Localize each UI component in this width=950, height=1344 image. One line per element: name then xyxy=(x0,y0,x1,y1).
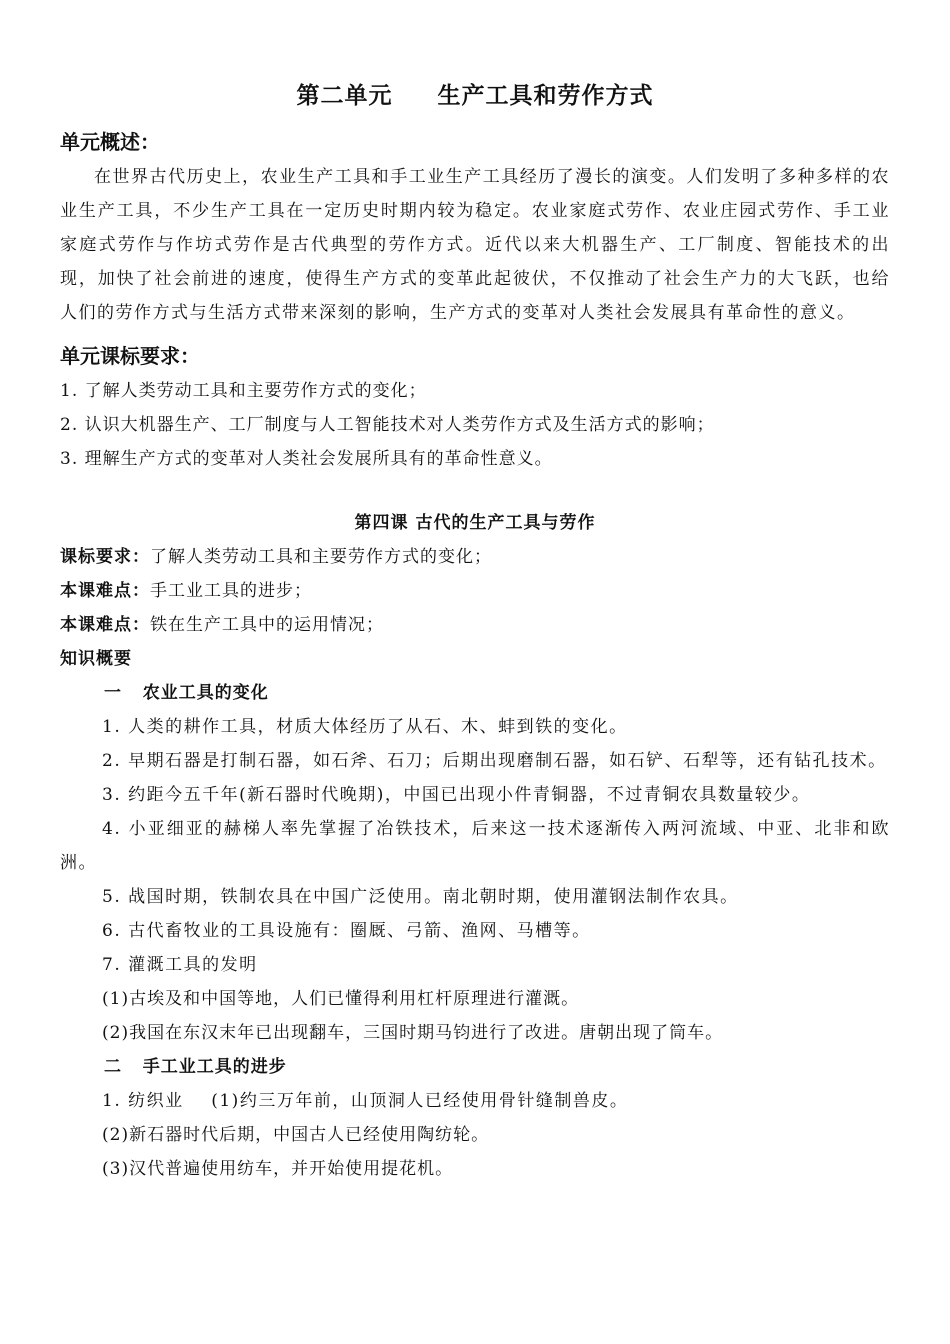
section-item: 6. 古代畜牧业的工具设施有：圈厩、弓箭、渔网、马槽等。 xyxy=(102,921,591,941)
section-subitem: (2)新石器时代后期，中国古人已经使用陶纺轮。 xyxy=(102,1125,490,1145)
standards-heading: 单元课标要求： xyxy=(60,344,200,368)
lesson-difficulty-value: 铁在生产工具中的运用情况； xyxy=(150,615,384,635)
unit-title: 第二单元 生产工具和劳作方式 xyxy=(296,83,654,109)
lesson-difficulty-key: 本课难点： xyxy=(60,581,150,601)
standards-item: 1. 了解人类劳动工具和主要劳作方式的变化； xyxy=(60,381,427,401)
knowledge-overview-label: 知识概要 xyxy=(60,649,132,669)
section-item: 1. 人类的耕作工具，材质大体经历了从石、木、蚌到铁的变化。 xyxy=(102,717,628,737)
spacer xyxy=(60,476,890,506)
section-item: 1. 纺织业 (1)约三万年前，山顶洞人已经使用骨针缝制兽皮。 xyxy=(102,1091,629,1111)
lesson-difficulty-value: 手工业工具的进步； xyxy=(150,581,312,601)
lesson-difficulty xyxy=(60,608,890,642)
overview-heading: 单元概述： xyxy=(60,130,160,154)
standards-item: 3. 理解生产方式的变革对人类社会发展所具有的革命性意义。 xyxy=(60,449,553,469)
lesson-title: 第四课 古代的生产工具与劳作 xyxy=(354,513,596,533)
lesson-difficulty xyxy=(60,574,890,608)
lesson-requirement xyxy=(60,540,890,574)
lesson-difficulty-key: 本课难点： xyxy=(60,615,150,635)
lesson-requirement-value: 了解人类劳动工具和主要劳作方式的变化； xyxy=(150,547,492,567)
standards-item: 2. 认识大机器生产、工厂制度与人工智能技术对人类劳作方式及生活方式的影响； xyxy=(60,415,715,435)
section-heading-agriculture: 一 农业工具的变化 xyxy=(104,683,269,703)
section-subitem: (2)我国在东汉末年已出现翻车，三国时期马钧进行了改进。唐朝出现了筒车。 xyxy=(102,1023,724,1043)
section-item: 3. 约距今五千年(新石器时代晚期)，中国已出现小件青铜器，不过青铜农具数量较少。 xyxy=(102,785,811,805)
section-item: 2. 早期石器是打制石器，如石斧、石刀；后期出现磨制石器，如石铲、石犁等，还有钻孔技术。 xyxy=(102,751,887,771)
section-heading-handicraft: 二 手工业工具的进步 xyxy=(104,1057,287,1077)
section-subitem: (3)汉代普遍使用纺车，并开始使用提花机。 xyxy=(102,1159,454,1179)
section-item: 4. 小亚细亚的赫梯人率先掌握了冶铁技术，后来这一技术逐渐传入两河流域、中亚、北非和欧洲。 xyxy=(60,819,890,873)
overview-paragraph: 在世界古代历史上，农业生产工具和手工业生产工具经历了漫长的演变。人们发明了多种多样的农业生产工具，不少生产工具在一定历史时期内较为稳定。农业家庭式劳作、农业庄园式劳作、手工业家庭式劳作与作坊式劳作是古代典型的劳作方式。近代以来大机器生产、工厂制度、智能技术的出现，加快了社会前进的速度，使得生产方式的变革此起彼伏，不仅推动了社会生产力的大飞跃，也给人们的劳作方式与生活方式带来深刻的影响，生产方式的变革对人类社会发展具有革命性的意义。 xyxy=(60,167,890,323)
section-item: 5. 战国时期，铁制农具在中国广泛使用。南北朝时期，使用灌钢法制作农具。 xyxy=(102,887,739,907)
section-subitem: (1)古埃及和中国等地，人们已懂得利用杠杆原理进行灌溉。 xyxy=(102,989,580,1009)
lesson-requirement-key: 课标要求： xyxy=(60,547,150,567)
section-item: 7. 灌溉工具的发明 xyxy=(102,955,258,975)
